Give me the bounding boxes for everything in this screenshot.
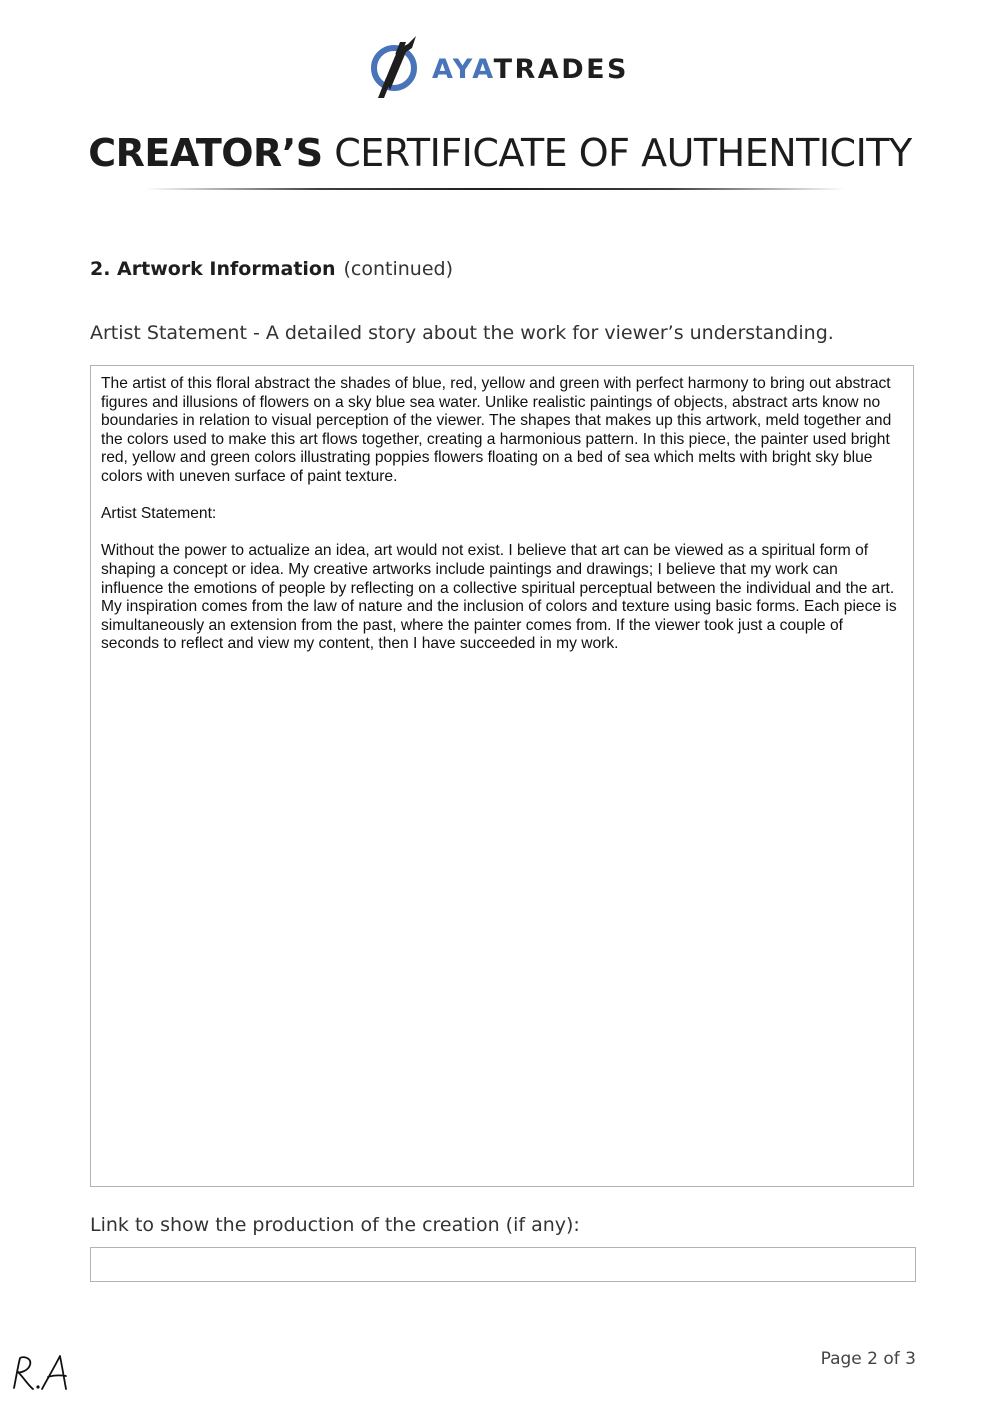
brand-logo [368, 34, 629, 102]
title-divider [145, 188, 845, 190]
page-number: Page 2 of 3 [820, 1349, 916, 1369]
artist-statement-paragraph-3: Without the power to actualize an idea, art would not exist. I believe that art can be viewed as a spiritual form of shaping a concept or idea. My creative artworks include paintings and drawings; I believe that my work can influence the emotions of people by reflecting on a collective spiritual perceptual between the individual and the art. My inspiration comes from the law of nature and the inclusion of colors and texture using basic forms. Each piece is simultaneously an extension from the past, where the painter comes from. If the viewer took just a couple of seconds to reflect and view my content, then I have succeeded in my work. [101, 542, 897, 653]
production-link-label: Link to show the production of the creation (if any): [90, 1214, 580, 1236]
artist-statement-paragraph-1: The artist of this floral abstract the shades of blue, red, yellow and green with perfect harmony to bring out abstract figures and illusions of flowers on a sky blue sea water. Unlike realistic paintings of objects, abstract arts know no boundaries in relation to visual perception of the viewer. The shapes that makes up this artwork, meld together and the colors used to make this art flows together, creating a harmonious pattern. In this piece, the painter used bright red, yellow and green colors illustrating poppies flowers floating on a bed of sea which melts with bright sky blue colors with uneven surface of paint texture. [101, 375, 892, 485]
artist-statement-textarea[interactable] [90, 365, 914, 1187]
brand-wordmark [432, 54, 629, 83]
signature-initials-icon [6, 1352, 70, 1392]
artist-statement-paragraph-2-heading: Artist Statement: [101, 505, 217, 523]
page-title-light: CERTIFICATE OF AUTHENTICITY [334, 131, 912, 175]
artist-statement-label: Artist Statement - A detailed story about the work for viewer’s understanding. [90, 322, 834, 344]
brand-trades-text: TRADES [493, 53, 629, 85]
production-link-input[interactable] [90, 1247, 916, 1282]
page-title-bold: CREATOR’S [88, 131, 323, 175]
aya-logo-mark-icon [368, 34, 420, 102]
brand-aya-text: AYA [432, 53, 494, 85]
section-heading-note: (continued) [343, 258, 454, 280]
section-heading-title: 2. Artwork Information [90, 258, 336, 280]
section-heading [90, 256, 453, 282]
page-title [0, 128, 1000, 178]
